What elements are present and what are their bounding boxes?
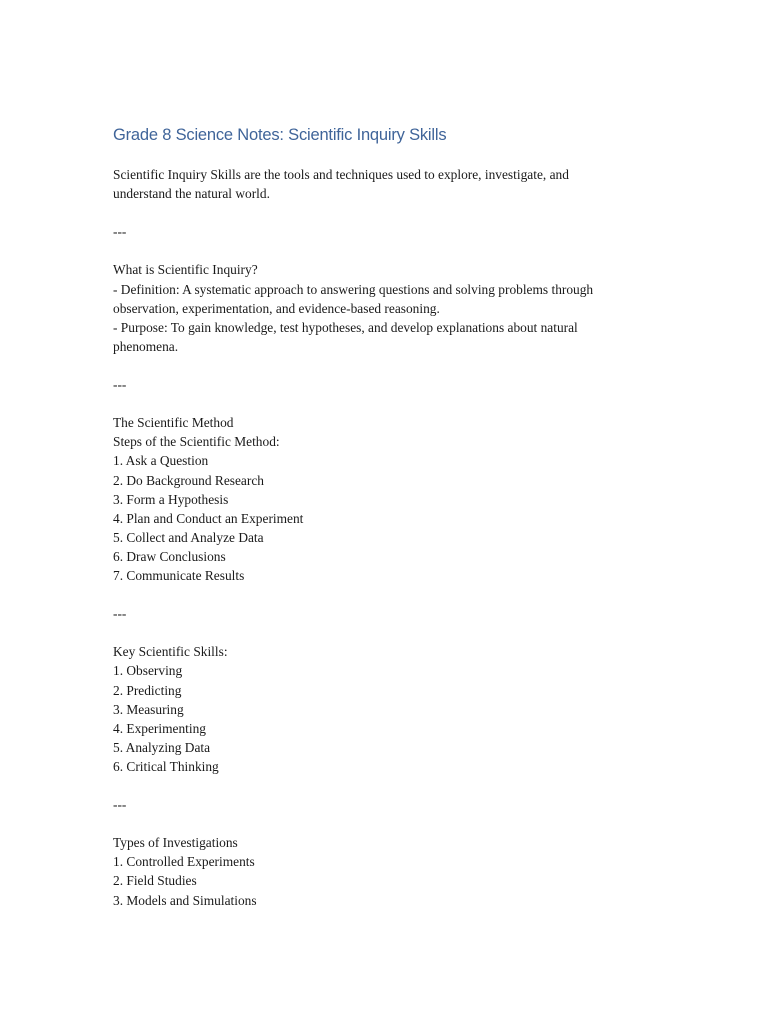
section-heading: What is Scientific Inquiry? [113, 262, 258, 278]
spacer [113, 623, 658, 642]
list-item: 3. Form a Hypothesis [113, 491, 229, 507]
separator: --- [113, 606, 127, 622]
list-item: 1. Ask a Question [113, 453, 209, 469]
list-item: 2. Do Background Research [113, 472, 264, 488]
list-item: 4. Plan and Conduct an Experiment [113, 510, 304, 526]
section-heading: Key Scientific Skills: [113, 644, 228, 660]
list-item: 5. Analyzing Data [113, 739, 211, 755]
intro-line: Scientific Inquiry Skills are the tools and techniques used to explore, investigate, and [113, 167, 569, 182]
list-item: 7. Communicate Results [113, 567, 245, 583]
section-line: - Definition: A systematic approach to answering questions and solving problems through [113, 281, 594, 297]
list-item: 1. Observing [113, 663, 183, 679]
list-item: 1. Controlled Experiments [113, 854, 255, 870]
list-item: 2. Predicting [113, 682, 182, 698]
document-page [113, 124, 658, 910]
list-item: 6. Draw Conclusions [113, 548, 226, 564]
section-line: phenomena. [113, 338, 179, 354]
list-item: 2. Field Studies [113, 873, 197, 889]
section-line: observation, experimentation, and evidence-based reasoning. [113, 300, 440, 316]
list-item: 6. Critical Thinking [113, 758, 219, 774]
spacer [113, 203, 658, 222]
spacer [113, 356, 658, 375]
spacer [113, 241, 658, 260]
spacer [113, 776, 658, 795]
intro-line: understand the natural world. [113, 186, 270, 202]
section-subheading: Steps of the Scientific Method: [113, 434, 280, 450]
list-item: 4. Experimenting [113, 720, 206, 736]
section-line: - Purpose: To gain knowledge, test hypotheses, and develop explanations about natural [113, 319, 578, 335]
list-item: 3. Models and Simulations [113, 892, 257, 908]
spacer [113, 814, 658, 833]
spacer [113, 394, 658, 413]
list-item: 3. Measuring [113, 701, 184, 717]
separator: --- [113, 797, 127, 813]
section-heading: Types of Investigations [113, 835, 238, 851]
separator: --- [113, 224, 127, 240]
separator: --- [113, 377, 127, 393]
section-heading: The Scientific Method [113, 415, 234, 431]
spacer [113, 585, 658, 604]
list-item: 5. Collect and Analyze Data [113, 529, 264, 545]
document-title: Grade 8 Science Notes: Scientific Inquiry Skills [113, 126, 447, 144]
